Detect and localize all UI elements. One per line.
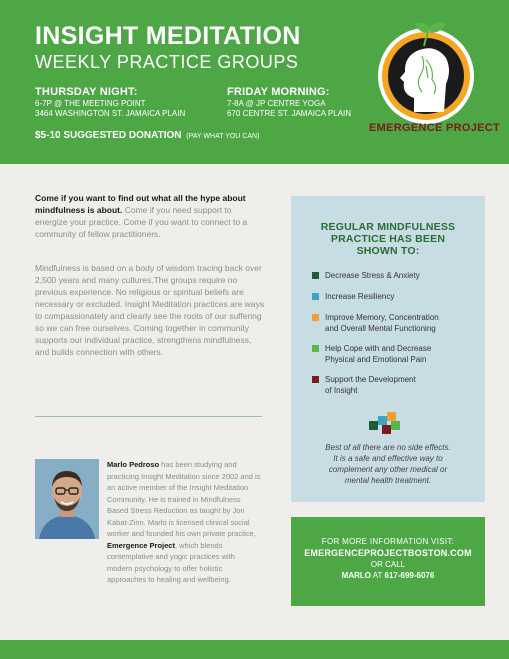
bullet-square-icon — [312, 272, 319, 279]
friday-schedule — [227, 86, 351, 119]
bullet-square-icon — [312, 376, 319, 383]
benefit-text: Increase Resiliency — [325, 292, 395, 301]
phone-number[interactable]: 617-699-6076 — [384, 571, 435, 580]
benefit-text: Physical and Emotional Pain — [325, 355, 427, 364]
contact-box — [291, 517, 485, 606]
logo-text: EMERGENCE PROJECT — [369, 122, 501, 134]
benefit-text: Decrease Stress & Anxiety — [325, 271, 420, 280]
thursday-schedule — [35, 86, 185, 119]
benefits-note — [301, 442, 475, 486]
benefit-text: of Insight — [325, 386, 358, 395]
bio-paragraph — [107, 459, 262, 586]
contact-at: AT — [371, 571, 385, 580]
friday-time: 7-8A @ JP CENTRE YOGA — [227, 99, 326, 108]
friday-address: 670 CENTRE ST. JAMAICA PLAIN — [227, 109, 352, 118]
website-link[interactable]: EMERGENCEPROJECTBOSTON.COM — [304, 548, 472, 558]
donation-amount: $5-10 SUGGESTED DONATION — [35, 130, 182, 141]
benefits-title-line: PRACTICE HAS BEEN — [330, 233, 446, 245]
benefits-title-line: SHOWN TO: — [356, 245, 420, 257]
note-line: mental health treatment. — [344, 476, 432, 485]
note-line: Best of all there are no side effects. — [325, 443, 451, 452]
benefits-panel — [291, 196, 485, 502]
section-divider — [35, 416, 262, 417]
bio-text-1: has been studying and practicing Insight Meditation since 2002 and is an active member of the Insight Meditation Community. He is trained in Mindfulness Based Stress Reduction as taught by Jon Kabat-Zinn. Marlo is licensed clinical social worker and founded his own private practice, — [107, 460, 261, 538]
intro-bold: Come if you want to find out what all the hype about mindfulness is about. — [35, 193, 246, 215]
intro-rest: Come if you need support to energize your practice. Come if you want to connect to a community of fellow practitioners. — [35, 205, 248, 239]
thursday-label: THURSDAY NIGHT: — [35, 86, 138, 98]
bio-name: Marlo Pedroso — [107, 460, 160, 469]
benefit-text: Help Cope with and Decrease — [325, 344, 432, 353]
thursday-address: 3464 WASHINGTON ST. JAMAICA PLAIN — [35, 109, 186, 118]
colored-squares-icon — [369, 412, 403, 436]
friday-label: FRIDAY MORNING: — [227, 86, 330, 98]
note-line: It is a safe and effective way to — [333, 454, 443, 463]
contact-phone-line — [291, 571, 485, 580]
bio-text-2: , which blends contemplative and yogic practices with modern psychology to offer holistic approaches to healing and wellbeing. — [107, 540, 235, 584]
bullet-square-icon — [312, 314, 319, 321]
description-paragraph: Mindfulness is based on a body of wisdom tracing back over 2,500 years and many cultures.The groups require no previous experience. No religious or spiritual beliefs are necessary or excluded. Insight Meditation practices are ways to compassionately and clearly see the roots of our suffering so we can free ourselves. Coming together in community supports our individual practice, strengthens mindfulness, and builds connection with others. — [35, 263, 265, 357]
page-subtitle: WEEKLY PRACTICE GROUPS — [35, 52, 299, 72]
thursday-time: 6-7P @ THE MEETING POINT — [35, 99, 146, 108]
header-banner — [0, 0, 509, 164]
footer-bar — [0, 640, 509, 659]
bullet-square-icon — [312, 293, 319, 300]
intro-paragraph — [35, 192, 260, 240]
contact-intro: FOR MORE INFORMATION VISIT: — [321, 537, 455, 546]
benefits-title-line: REGULAR MINDFULNESS — [320, 221, 456, 233]
contact-or: OR CALL — [370, 560, 406, 569]
bullet-square-icon — [312, 345, 319, 352]
donation-note: (PAY WHAT YOU CAN) — [186, 133, 260, 140]
benefit-text: and Overall Mental Functioning — [325, 324, 436, 333]
note-line: complement any other medical or — [328, 465, 448, 474]
benefits-title — [301, 221, 475, 257]
benefit-text: Support the Development — [325, 375, 416, 384]
page-title: INSIGHT MEDITATION — [35, 22, 301, 50]
donation-info — [35, 130, 259, 141]
marlo-photo — [35, 459, 99, 539]
contact-name: MARLO — [341, 571, 371, 580]
bio-org: Emergence Project — [107, 540, 175, 550]
benefit-text: Improve Memory, Concentration — [325, 313, 439, 322]
